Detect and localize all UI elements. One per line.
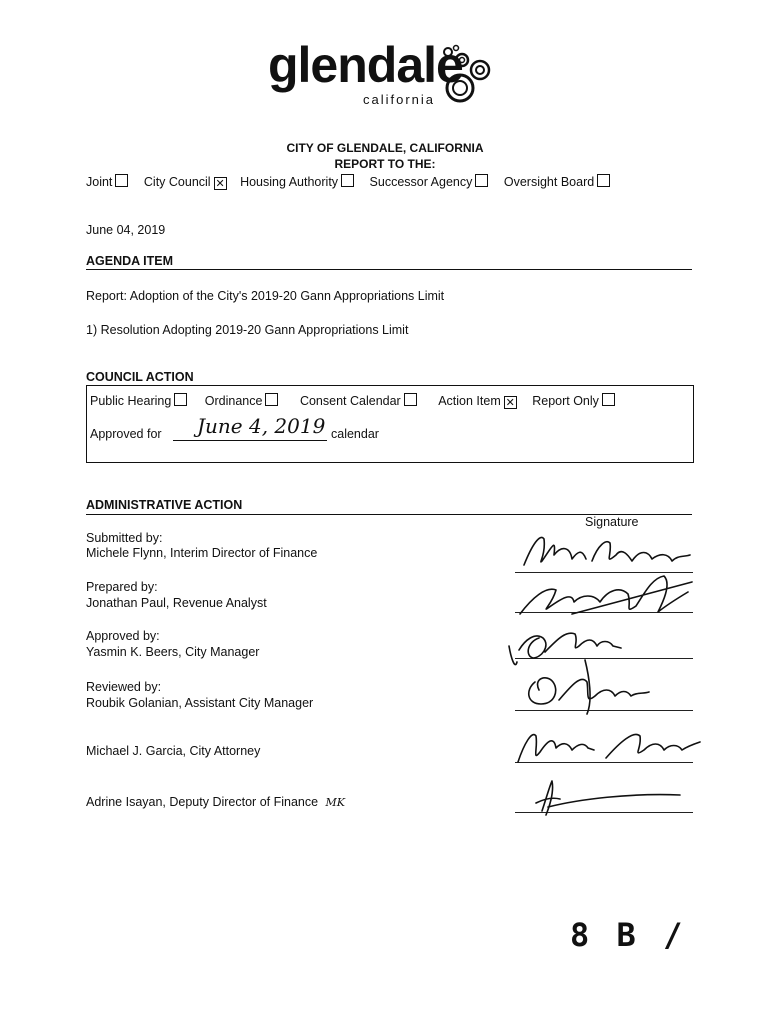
logo-wordmark: glendale [268,37,463,93]
option-report-only[interactable]: Report Only [532,394,615,408]
council-heading: COUNCIL ACTION [86,370,194,384]
joint-checkbox[interactable] [115,174,128,187]
signature-garcia [510,718,705,773]
option-ordinance[interactable]: Ordinance [205,394,279,408]
approved-for-line [173,440,327,441]
handwritten-calendar-date: June 4, 2019 [197,414,326,438]
entry-submitted-name: Michele Flynn, Interim Director of Finance [86,546,318,560]
consent-calendar-checkbox[interactable] [404,393,417,406]
ordinance-checkbox[interactable] [265,393,278,406]
entry-prepared-name: Jonathan Paul, Revenue Analyst [86,596,267,610]
public-hearing-checkbox[interactable] [174,393,187,406]
agenda-resolution: 1) Resolution Adopting 2019-20 Gann Appropriations Limit [86,323,409,337]
logo-subtext: california [363,92,436,107]
report-date: June 04, 2019 [86,223,166,237]
successor-agency-checkbox[interactable] [475,174,488,187]
option-public-hearing[interactable]: Public Hearing [90,394,187,408]
item-number: 8 B / [570,916,687,954]
oversight-board-checkbox[interactable] [597,174,610,187]
council-action-box [86,385,694,463]
signature-golanian [515,660,665,720]
city-council-checkbox[interactable] [214,177,227,190]
entry-submitted-role: Submitted by: [86,531,163,545]
signature-label: Signature [585,515,639,529]
entry-prepared-role: Prepared by: [86,580,158,594]
body-successor-agency[interactable]: Successor Agency [370,175,489,189]
admin-heading: ADMINISTRATIVE ACTION [86,498,243,512]
report-to-row [86,174,610,190]
entry-deputy-name: Adrine Isayan, Deputy Director of Finance MK [86,795,346,809]
report-subtitle: REPORT TO THE: [334,157,436,171]
calendar-label: calendar [331,427,379,441]
council-options-row [90,393,615,409]
action-item-checkbox[interactable] [504,396,517,409]
agenda-heading: AGENDA ITEM [86,254,174,268]
entry-reviewed-name: Roubik Golanian, Assistant City Manager [86,696,314,710]
report-only-checkbox[interactable] [602,393,615,406]
body-housing-authority[interactable]: Housing Authority [240,175,354,189]
entry-attorney-name: Michael J. Garcia, City Attorney [86,744,261,758]
body-joint[interactable]: Joint [86,175,128,189]
agenda-rule [86,269,692,270]
entry-reviewed-role: Reviewed by: [86,680,162,694]
entry-approved-role: Approved by: [86,629,160,643]
body-oversight-board[interactable]: Oversight Board [504,175,610,189]
signature-isayan [520,775,690,820]
option-consent-calendar[interactable]: Consent Calendar [300,394,417,408]
housing-authority-checkbox[interactable] [341,174,354,187]
approved-for-label: Approved for [90,427,162,441]
glendale-logo [268,37,498,114]
initials: MK [325,796,346,809]
option-action-item[interactable]: Action Item✕ [438,394,517,408]
report-title: CITY OF GLENDALE, CALIFORNIA [286,141,484,155]
logo-circles-icon [418,44,498,114]
entry-approved-name: Yasmin K. Beers, City Manager [86,645,260,659]
agenda-report: Report: Adoption of the City's 2019-20 Gann Appropriations Limit [86,289,445,303]
body-city-council[interactable]: City Council✕ [144,175,227,189]
